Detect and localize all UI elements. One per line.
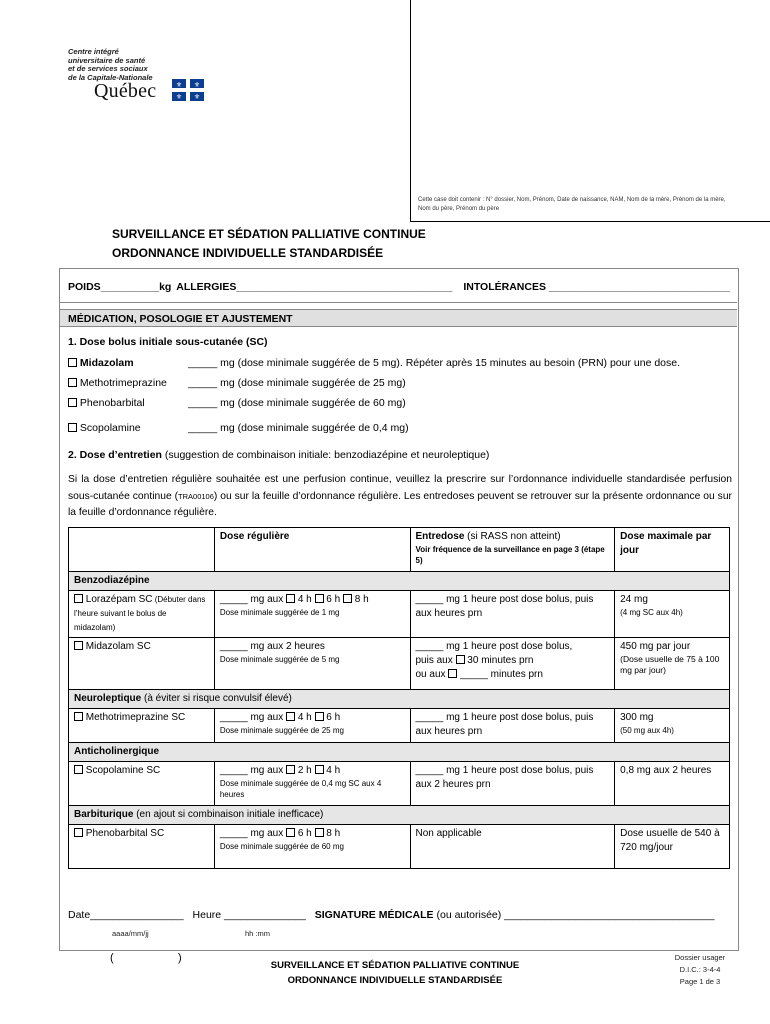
group-row xyxy=(69,806,730,825)
freq-label: 8 h xyxy=(326,828,341,839)
group-row xyxy=(69,572,730,591)
freq-label: 8 h xyxy=(354,594,369,605)
org-line-2: universitaire de santé xyxy=(68,55,146,65)
group-barbiturique xyxy=(69,806,730,825)
drug-cell xyxy=(69,591,215,638)
entredose-text: 30 minutes prn xyxy=(464,655,534,666)
maintenance-heading-rest: (suggestion de combinaison initiale: benzodiazépine et neuroleptique) xyxy=(161,449,490,461)
dose-min-note: Dose minimale suggérée de 5 mg xyxy=(219,655,340,664)
footer-title xyxy=(250,958,540,988)
maintenance-heading-bold: 2. Dose d’entretien xyxy=(68,449,162,461)
drug-name: Midazolam SC xyxy=(85,641,151,652)
signature-field[interactable]: (ou autorisée) ____________________________________ xyxy=(433,909,715,921)
footer-dossier: Dossier usager xyxy=(674,953,726,962)
dose-input[interactable]: _____ mg aux xyxy=(219,765,287,776)
bolus-dose-text[interactable]: _____ mg (dose minimale suggérée de 5 mg). Répéter après 15 minutes au besoin (PRN) pour une dose. xyxy=(188,357,681,369)
group-row xyxy=(69,743,730,762)
weight-field[interactable]: POIDS__________kg xyxy=(68,281,172,293)
drug-name: Midazolam xyxy=(79,357,134,369)
entredose-cell[interactable]: _____ mg 1 heure post dose bolus, puis aux 2 heures prn xyxy=(410,762,615,806)
footer-title-line-2: ORDONNANCE INDIVIDUELLE STANDARDISÉE xyxy=(287,975,503,986)
dose-cell xyxy=(214,638,410,690)
para-text: Si la dose d’entretien régulière souhaitée est une perfusion continue, veuillez la prescrire sur l’ordonnance individuelle standardisée perfusion sous-cutanée continue ( xyxy=(68,474,732,502)
quebec-flag-icon xyxy=(172,79,204,101)
freq-6h-checkbox[interactable] xyxy=(286,828,295,837)
header-dose-max: Dose maximale par jour xyxy=(615,528,730,572)
date-format-hint: aaaa/mm/jj xyxy=(112,929,149,938)
svg-text:⚜: ⚜ xyxy=(175,93,183,101)
drug-note: (Débuter dans l’heure suivant le bolus de midazolam) xyxy=(74,595,206,632)
section-heading: MÉDICATION, POSOLOGIE ET AJUSTEMENT xyxy=(60,309,737,327)
header-entredose-rest: (si RASS non atteint) xyxy=(464,531,561,542)
svg-text:⚜: ⚜ xyxy=(175,81,183,89)
header-dose-reguliere: Dose régulière xyxy=(214,528,410,572)
group-note: (à éviter si risque convulsif élevé) xyxy=(141,693,292,704)
dose-input[interactable]: _____ mg aux 2 heures xyxy=(219,641,325,652)
divider xyxy=(60,302,737,303)
freq-2h-checkbox[interactable] xyxy=(286,765,295,774)
freq-label: 2 h xyxy=(297,765,312,776)
svg-text:⚜: ⚜ xyxy=(193,93,201,101)
header-entredose-note: Voir fréquence de la surveillance en page 3 (étape 5) xyxy=(415,545,605,565)
dose-cell xyxy=(214,591,410,638)
table-row xyxy=(69,825,730,869)
group-label: Neuroleptique xyxy=(74,693,142,704)
freq-label: 6 h xyxy=(326,712,341,723)
table-header-row xyxy=(69,528,730,572)
date-field[interactable]: Date________________ xyxy=(68,909,184,921)
footer-doc-info xyxy=(650,952,750,988)
footer-page-number: Page 1 de 3 xyxy=(679,977,721,986)
org-line-4: de la Capitale-Nationale xyxy=(68,72,153,82)
drug-name: Scopolamine SC xyxy=(85,765,161,776)
max-note: (Dose usuelle de 75 à 100 mg par jour) xyxy=(620,654,720,675)
max-note: (50 mg aux 4h) xyxy=(620,726,674,735)
phenobarbital-sc-checkbox[interactable] xyxy=(74,828,83,837)
dose-cell xyxy=(214,709,410,743)
methotrimeprazine-checkbox[interactable] xyxy=(68,378,77,387)
scopolamine-checkbox[interactable] xyxy=(68,423,77,432)
title-line-2: ORDONNANCE INDIVIDUELLE STANDARDISÉE xyxy=(112,246,384,260)
drug-cell xyxy=(69,762,215,806)
bolus-item-scopolamine xyxy=(68,422,141,435)
max-cell xyxy=(615,591,730,638)
header-entredose xyxy=(410,528,615,572)
entredose-text: puis aux xyxy=(415,655,456,666)
title-line-1: SURVEILLANCE ET SÉDATION PALLIATIVE CONTINUE xyxy=(112,227,426,241)
freq-label: 4 h xyxy=(297,594,312,605)
form-code: TRA00106 xyxy=(178,491,214,501)
freq-6h-checkbox[interactable] xyxy=(315,594,324,603)
dose-cell xyxy=(214,762,410,806)
interval-30min-checkbox[interactable] xyxy=(456,655,465,664)
drug-cell xyxy=(69,709,215,743)
freq-8h-checkbox[interactable] xyxy=(343,594,352,603)
bolus-item-midazolam xyxy=(68,357,134,370)
freq-label: 6 h xyxy=(297,828,312,839)
entredose-cell[interactable]: _____ mg 1 heure post dose bolus, puis aux heures prn xyxy=(410,709,615,743)
patient-box-note: Cette case doit contenir : N° dossier, Nom, Prénom, Date de naissance, NAM, Nom de la mère, Prénom de la mère, Nom du père, Prénom du père xyxy=(418,197,726,212)
signature-row xyxy=(68,909,714,921)
entredose-cell xyxy=(410,638,615,690)
phenobarbital-checkbox[interactable] xyxy=(68,398,77,407)
drug-name: Methotrimeprazine xyxy=(79,377,167,389)
header-entredose-bold: Entredose xyxy=(415,531,465,542)
freq-4h-checkbox[interactable] xyxy=(286,594,295,603)
footer-paren-open: ( xyxy=(110,952,114,964)
dose-input[interactable]: _____ mg aux xyxy=(219,712,287,723)
drug-cell xyxy=(69,825,215,869)
group-label: Barbiturique xyxy=(74,809,134,820)
entredose-text[interactable]: _____ mg 1 heure post dose bolus, xyxy=(415,641,573,652)
max-cell xyxy=(615,709,730,743)
bolus-dose-text[interactable]: _____ mg (dose minimale suggérée de 0,4 mg) xyxy=(188,422,409,434)
drug-name: Phenobarbital xyxy=(79,397,145,409)
drug-name: Scopolamine xyxy=(79,422,141,434)
entredose-cell[interactable]: _____ mg 1 heure post dose bolus, puis aux heures prn xyxy=(410,591,615,638)
org-line-3: et de services sociaux xyxy=(68,64,148,73)
bolus-item-methotrimeprazine xyxy=(68,377,167,390)
table-row xyxy=(69,591,730,638)
entredose-text: ou aux xyxy=(415,669,449,680)
footer-paren-close: ) xyxy=(178,952,182,964)
time-format-hint: hh :mm xyxy=(245,929,271,938)
freq-4h-checkbox[interactable] xyxy=(315,765,324,774)
bolus-dose-text[interactable]: _____ mg (dose minimale suggérée de 60 mg) xyxy=(188,397,406,409)
group-anticholinergique: Anticholinergique xyxy=(69,743,730,762)
entredose-text[interactable]: _____ minutes prn xyxy=(457,669,543,680)
para-text: ) ou sur la feuille d’ordonnance régulière. Les entredoses peuvent se retrouver sur la présente ordonnance ou sur la feuille d’ordonnance régulière. xyxy=(68,490,732,518)
max-dose: 24 mg xyxy=(620,594,648,605)
drug-name: Methotrimeprazine SC xyxy=(85,712,186,723)
scopolamine-sc-checkbox[interactable] xyxy=(74,765,83,774)
bolus-item-phenobarbital xyxy=(68,397,145,410)
intolerances-field[interactable]: INTOLÉRANCES _______________________________ xyxy=(463,281,730,293)
dose-input[interactable]: _____ mg aux xyxy=(219,594,287,605)
max-cell xyxy=(615,638,730,690)
group-row xyxy=(69,690,730,709)
org-line-1: Centre intégré xyxy=(68,47,119,56)
freq-8h-checkbox[interactable] xyxy=(315,828,324,837)
group-neuroleptique xyxy=(69,690,730,709)
freq-6h-checkbox[interactable] xyxy=(315,712,324,721)
dose-input[interactable]: _____ mg aux xyxy=(219,828,287,839)
signature-label: SIGNATURE MÉDICALE xyxy=(314,909,434,921)
table-row xyxy=(69,762,730,806)
lorazepam-checkbox[interactable] xyxy=(74,594,83,603)
patient-id-box[interactable] xyxy=(410,0,770,222)
dose-min-note: Dose minimale suggérée de 25 mg xyxy=(219,726,344,735)
header-cell xyxy=(69,528,215,572)
freq-label: 4 h xyxy=(297,712,312,723)
max-cell: Dose usuelle de 540 à 720 mg/jour xyxy=(615,825,730,869)
max-dose: 450 mg par jour xyxy=(620,641,691,652)
group-note: (en ajout si combinaison initiale inefficace) xyxy=(133,809,324,820)
freq-4h-checkbox[interactable] xyxy=(286,712,295,721)
allergies-field[interactable]: ALLERGIES_____________________________________ xyxy=(176,281,453,293)
table-row xyxy=(69,638,730,690)
freq-label: 6 h xyxy=(326,594,341,605)
maintenance-heading xyxy=(68,449,489,462)
svg-text:⚜: ⚜ xyxy=(193,81,201,89)
weight-allergies-row xyxy=(68,281,730,293)
bolus-heading: 1. Dose bolus initiale sous-cutanée (SC) xyxy=(68,336,268,348)
group-benzodiazepine: Benzodiazépine xyxy=(69,572,730,591)
methotrimeprazine-sc-checkbox[interactable] xyxy=(74,712,83,721)
drug-name: Lorazépam SC xyxy=(85,594,153,605)
dose-min-note: Dose minimale suggérée de 0,4 mg SC aux 4 heures xyxy=(219,779,382,799)
dose-min-note: Dose minimale suggérée de 60 mg xyxy=(219,842,344,851)
organization-name xyxy=(68,48,153,82)
bolus-dose-text[interactable]: _____ mg (dose minimale suggérée de 25 mg) xyxy=(188,377,406,389)
document-title xyxy=(112,225,426,263)
midazolam-sc-checkbox[interactable] xyxy=(74,641,83,650)
freq-label: 4 h xyxy=(326,765,341,776)
time-field[interactable]: Heure ______________ xyxy=(192,909,306,921)
entredose-cell: Non applicable xyxy=(410,825,615,869)
footer-dic: D.I.C.: 3-4-4 xyxy=(679,965,721,974)
max-dose: 300 mg xyxy=(620,712,654,723)
maintenance-paragraph xyxy=(68,472,732,522)
quebec-wordmark: Québec xyxy=(94,80,157,102)
interval-custom-checkbox[interactable] xyxy=(448,669,457,678)
max-cell: 0,8 mg aux 2 heures xyxy=(615,762,730,806)
maintenance-dose-table xyxy=(68,527,730,869)
max-note: (4 mg SC aux 4h) xyxy=(620,608,683,617)
dose-cell xyxy=(214,825,410,869)
table-row xyxy=(69,709,730,743)
drug-cell xyxy=(69,638,215,690)
midazolam-checkbox[interactable] xyxy=(68,358,77,367)
dose-min-note: Dose minimale suggérée de 1 mg xyxy=(219,608,340,617)
footer-title-line-1: SURVEILLANCE ET SÉDATION PALLIATIVE CONTINUE xyxy=(270,960,520,971)
drug-name: Phenobarbital SC xyxy=(85,828,165,839)
